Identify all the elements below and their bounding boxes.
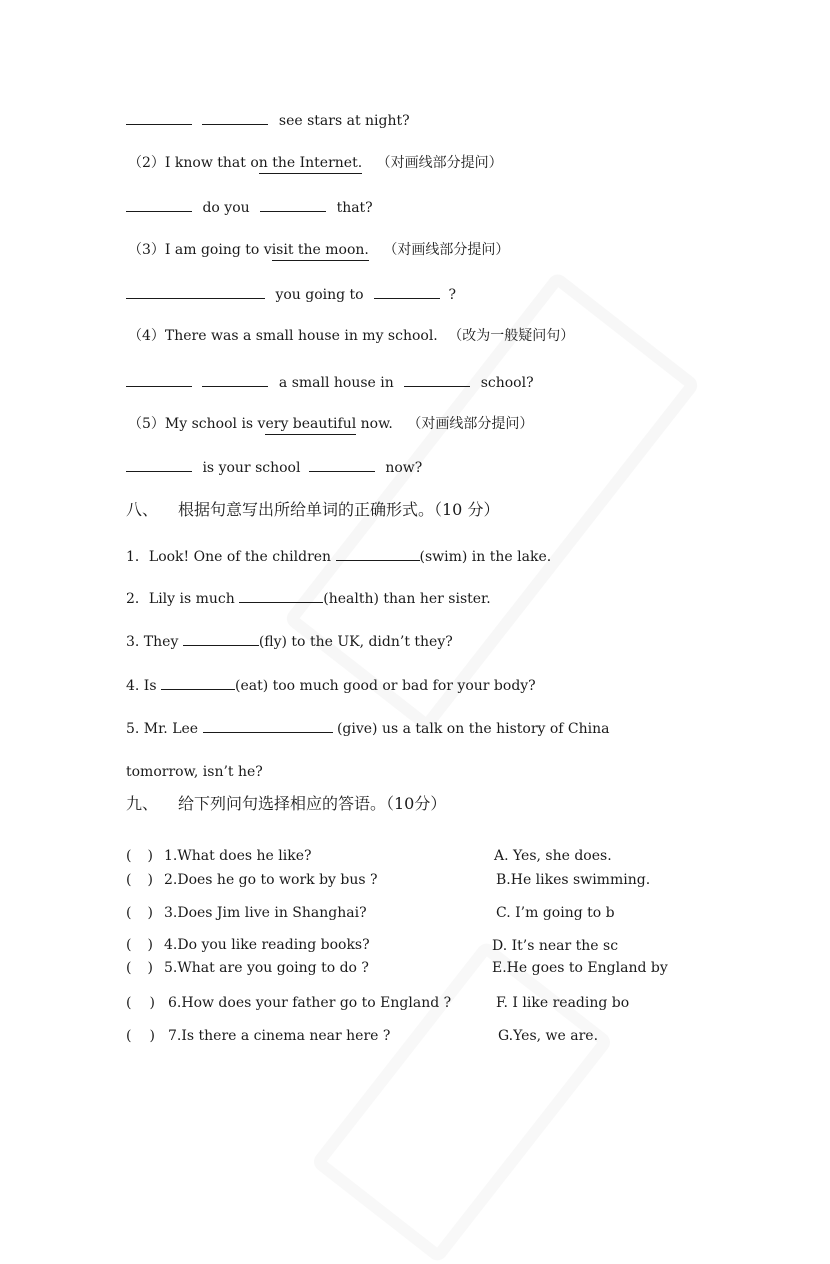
blank bbox=[309, 457, 375, 472]
exercise-item-continuation: tomorrow, isn’t he? bbox=[126, 764, 263, 780]
match-question: ( ) 1.What does he like? bbox=[126, 848, 312, 864]
instruction-note: （改为一般疑问句） bbox=[448, 328, 575, 344]
blank bbox=[336, 546, 420, 561]
blank bbox=[202, 110, 268, 125]
answer-line-3: you going to ? bbox=[126, 284, 456, 305]
answer-line-2: do you that? bbox=[126, 197, 373, 218]
blank bbox=[404, 372, 470, 387]
underlined-phrase: isit the moon. bbox=[272, 242, 369, 261]
match-question: ( ) 4.Do you like reading books? bbox=[126, 937, 370, 953]
instruction-note: （对画线部分提问） bbox=[376, 155, 503, 171]
answer-line-1 bbox=[126, 110, 410, 131]
match-answer: B.He likes swimming. bbox=[496, 872, 651, 888]
question-5: （5）My school is very beautiful now. （对画线部分提问） bbox=[128, 414, 533, 434]
match-answer: F. I like reading bo bbox=[496, 995, 630, 1011]
answer-text: see stars at night? bbox=[278, 113, 410, 129]
match-question: ( ) 7.Is there a cinema near here ? bbox=[126, 1028, 391, 1044]
section-8-heading: 八、 根据句意写出所给单词的正确形式。（10 分） bbox=[126, 500, 500, 519]
exercise-item: 3. They (fly) to the UK, didn’t they? bbox=[126, 631, 453, 652]
blank bbox=[126, 372, 192, 387]
watermark bbox=[310, 940, 614, 1264]
match-answer: A. Yes, she does. bbox=[494, 848, 612, 864]
question-4: （4）There was a small house in my school. （改为一般疑问句） bbox=[128, 328, 575, 344]
match-question: ( ) 2.Does he go to work by bus ? bbox=[126, 872, 378, 888]
exercise-item: 4. Is (eat) too much good or bad for your body? bbox=[126, 675, 536, 696]
match-question: ( ) 3.Does Jim live in Shanghai? bbox=[126, 905, 367, 921]
exercise-item: 1．Look! One of the children (swim) in the lake. bbox=[126, 546, 551, 567]
underlined-phrase: ery beautiful bbox=[265, 416, 356, 435]
blank bbox=[126, 284, 265, 299]
answer-line-5: is your school now? bbox=[126, 457, 422, 478]
match-answer: D. It’s near the sc bbox=[492, 938, 619, 954]
blank bbox=[260, 197, 326, 212]
blank bbox=[183, 631, 259, 646]
blank bbox=[126, 110, 192, 125]
blank bbox=[161, 675, 235, 690]
match-question: ( ) 5.What are you going to do ? bbox=[126, 960, 369, 976]
blank bbox=[374, 284, 440, 299]
match-question: ( ) 6.How does your father go to England ? bbox=[126, 995, 452, 1011]
match-answer: C. I’m going to b bbox=[496, 905, 615, 921]
blank bbox=[126, 457, 192, 472]
exercise-item: 5. Mr. Lee (give) us a talk on the history of China bbox=[126, 718, 610, 739]
match-answer: E.He goes to England by bbox=[492, 960, 668, 976]
question-3: （3）I am going to visit the moon. （对画线部分提问） bbox=[128, 240, 509, 260]
blank bbox=[239, 588, 323, 603]
section-9-heading: 九、 给下列问句选择相应的答语。（10分） bbox=[126, 794, 447, 813]
blank bbox=[126, 197, 192, 212]
answer-line-4: a small house in school? bbox=[126, 372, 534, 393]
blank bbox=[202, 372, 268, 387]
instruction-note: （对画线部分提问） bbox=[407, 416, 534, 432]
instruction-note: （对画线部分提问） bbox=[383, 242, 510, 258]
blank bbox=[203, 718, 333, 733]
match-answer: G.Yes, we are. bbox=[498, 1028, 599, 1044]
question-2: （2）I know that on the Internet. （对画线部分提问） bbox=[128, 153, 503, 173]
underlined-phrase: n the Internet. bbox=[259, 155, 362, 174]
exercise-item: 2．Lily is much (health) than her sister. bbox=[126, 588, 491, 609]
